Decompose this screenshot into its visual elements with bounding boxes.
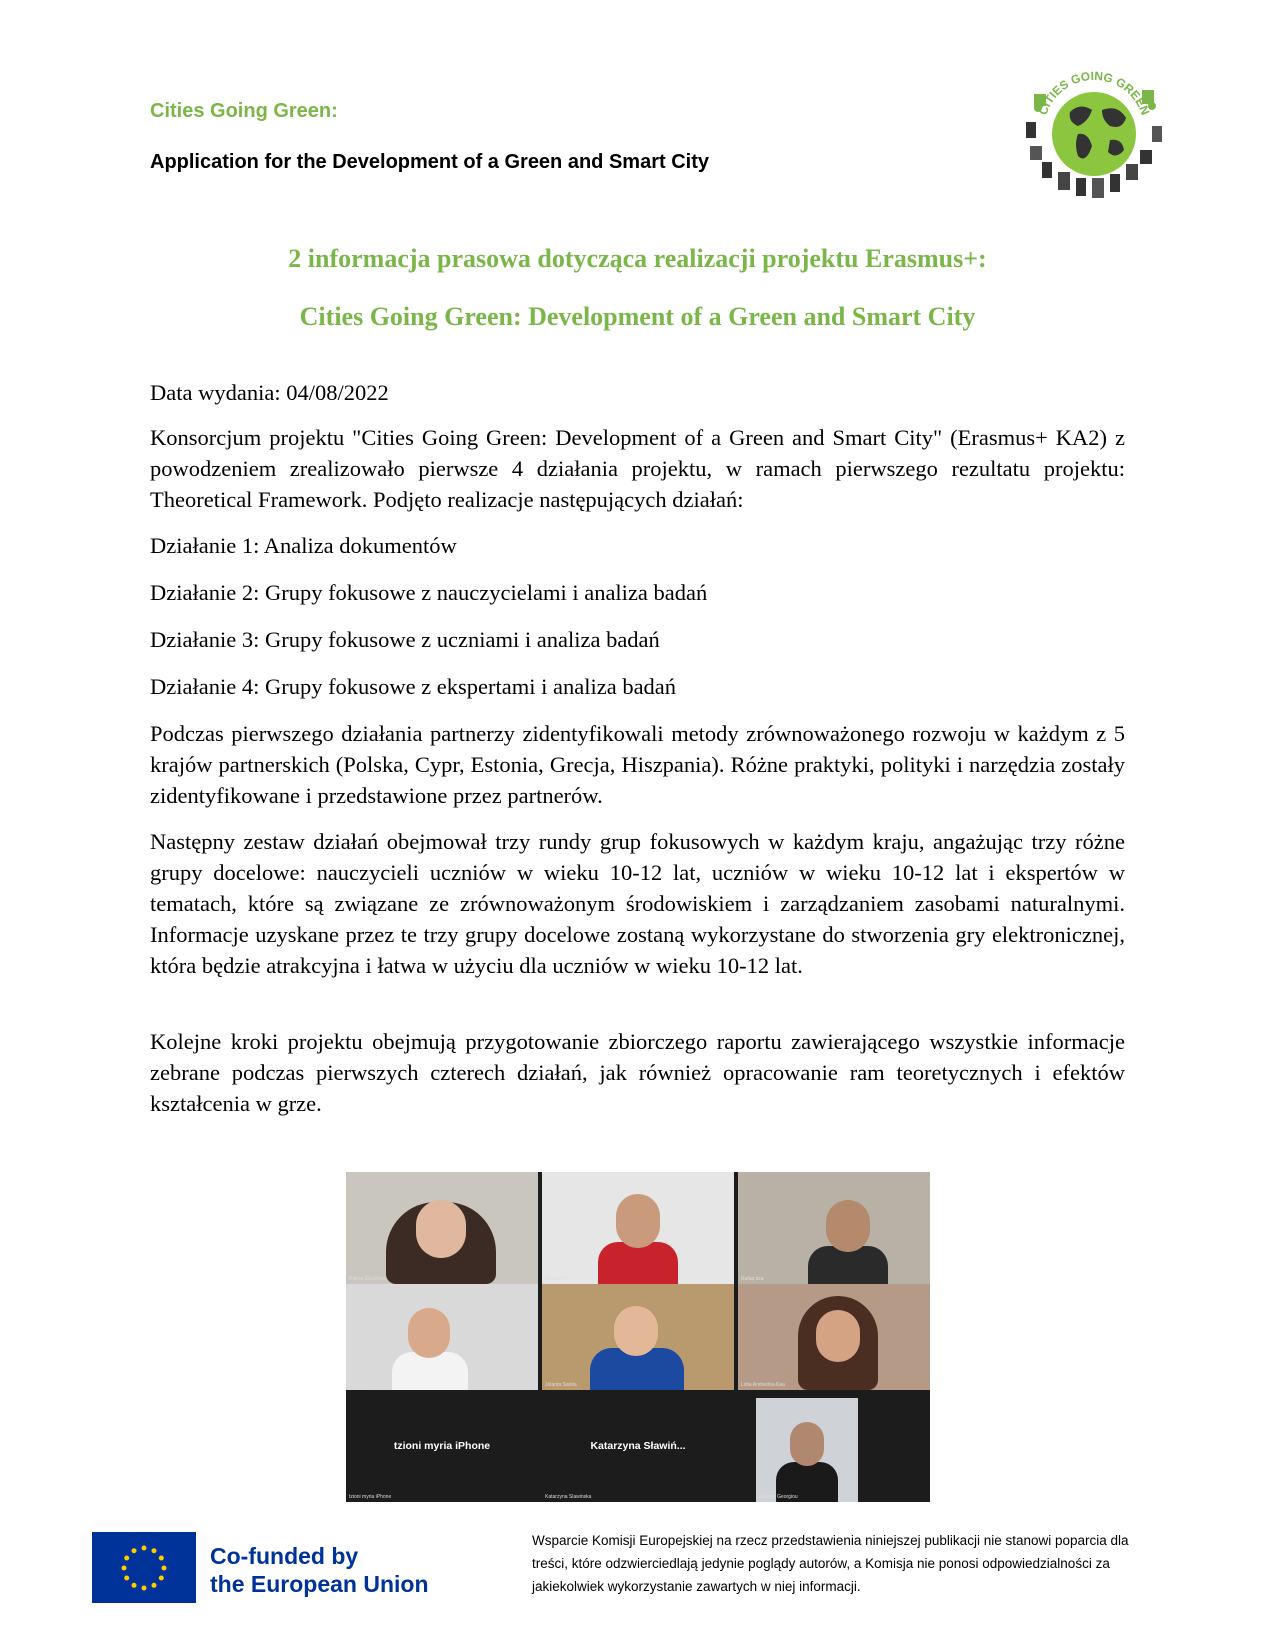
participant-label: Jolanta Sanita [545, 1382, 577, 1388]
participant-tile [542, 1390, 734, 1502]
co-funded-line1: Co-funded by [210, 1543, 359, 1569]
participant-label: Olha Sjoa [349, 1382, 371, 1388]
paragraph-first-activity: Podczas pierwszego działania partnerzy zidentyfikowali metody zrównoważonego rozwoju w każdym z 5 krajów partnerskich (Polska, Cypr, Estonia, Grecja, Hiszpania). Różne praktyki, polityki i narzędzia zostały zidentyfikowane i przedstawione przez partnerów. [150, 721, 1125, 808]
participant-tile [738, 1172, 930, 1284]
participant-tile [346, 1284, 538, 1390]
heading-press-release: 2 informacja prasowa dotycząca realizacji projektu Erasmus+: [288, 244, 987, 273]
co-funded-label [210, 1542, 429, 1598]
eu-disclaimer: Wsparcie Komisji Europejskiej na rzecz przedstawienia niniejszej publikacji nie stanowi poparcia dla treści, które odzwierciedlają jedynie poglądy autorów, a Komisja nie ponosi odpowiedzialności za jakiekolwiek wykorzystanie zawartych w niej informacji. [532, 1533, 1129, 1594]
activity-item: Działanie 2: Grupy fokusowe z nauczycielami i analiza badań [150, 580, 708, 605]
release-date: Data wydania: 04/08/2022 [150, 380, 389, 405]
participant-name: Katarzyna Sławiń... [590, 1440, 686, 1452]
participant-tile [738, 1284, 930, 1390]
participant-tile [346, 1172, 538, 1284]
participant-tile [346, 1390, 538, 1502]
participant-label: Marios Pol... [545, 1276, 573, 1282]
participant-label: Polina Zbuchina [349, 1276, 385, 1282]
participant-name: tzioni myria iPhone [393, 1440, 491, 1452]
participant-label: tzioni myria iPhone [349, 1494, 392, 1500]
participant-tile [542, 1172, 734, 1284]
paragraph-focus-groups: Następny zestaw działań obejmował trzy rundy grup fokusowych w każdym kraju, angażując trzy różne grupy docelowe: nauczycieli uczniów w wieku 10-12 lat, uczniów w wieku 10-12 lat i ekspertów w tematach, które są związane ze zrównoważonym środowiskiem i zarządzaniem zasobami naturalnymi. Informacje uzyskane przez te trzy grupy docelowe zostaną wykorzystane do stworzenia gry elektronicznej, która będzie atrakcyjna i łatwa w użyciu dla uczniów w wieku 10-12 lat. [150, 829, 1125, 978]
participant-label: Katarzyna Slawinska [545, 1494, 592, 1500]
logo-text: CITIES GOING GREEN [1035, 68, 1153, 117]
participant-tile [756, 1398, 858, 1502]
co-funded-line2: the European Union [210, 1571, 429, 1597]
intro-paragraph: Konsorcjum projektu "Cities Going Green: Development of a Green and Smart City" (Erasmus+ KA2) z powodzeniem zrealizowało pierwsze 4 działania projektu, w ramach pierwszego rezultatu projektu: Theoretical Framework. Podjęto realizacje następujących działań: [150, 425, 1125, 512]
participant-label: Rafaq itza [741, 1276, 764, 1282]
project-title: Cities Going Green: [150, 100, 338, 122]
heading-project-name: Cities Going Green: Development of a Green and Smart City [299, 302, 976, 331]
activity-item: Działanie 3: Grupy fokusowe z uczniami i analiza badań [150, 627, 660, 652]
project-subtitle: Application for the Development of a Green and Smart City [150, 151, 709, 173]
globe-icon [1052, 92, 1136, 176]
participant-tile [542, 1284, 734, 1390]
cities-going-green-logo [1018, 60, 1170, 200]
paragraph-next-steps: Kolejne kroki projektu obejmują przygotowanie zbiorczego raportu zawierającego wszystkie informacje zebrane podczas pierwszych czterech działań, jak również opracowanie ram teoretycznych i efektów kształcenia w grze. [150, 1029, 1125, 1116]
activity-item: Działanie 4: Grupy fokusowe z ekspertami i analiza badań [150, 674, 677, 699]
header [150, 100, 709, 174]
video-call-photo [346, 1172, 930, 1502]
activity-item: Działanie 1: Analiza dokumentów [150, 533, 457, 558]
eu-flag-icon [92, 1532, 196, 1603]
participant-label: Lidia Andredou-Kaa [741, 1382, 785, 1388]
participant-label: George Georgiou [759, 1494, 798, 1500]
